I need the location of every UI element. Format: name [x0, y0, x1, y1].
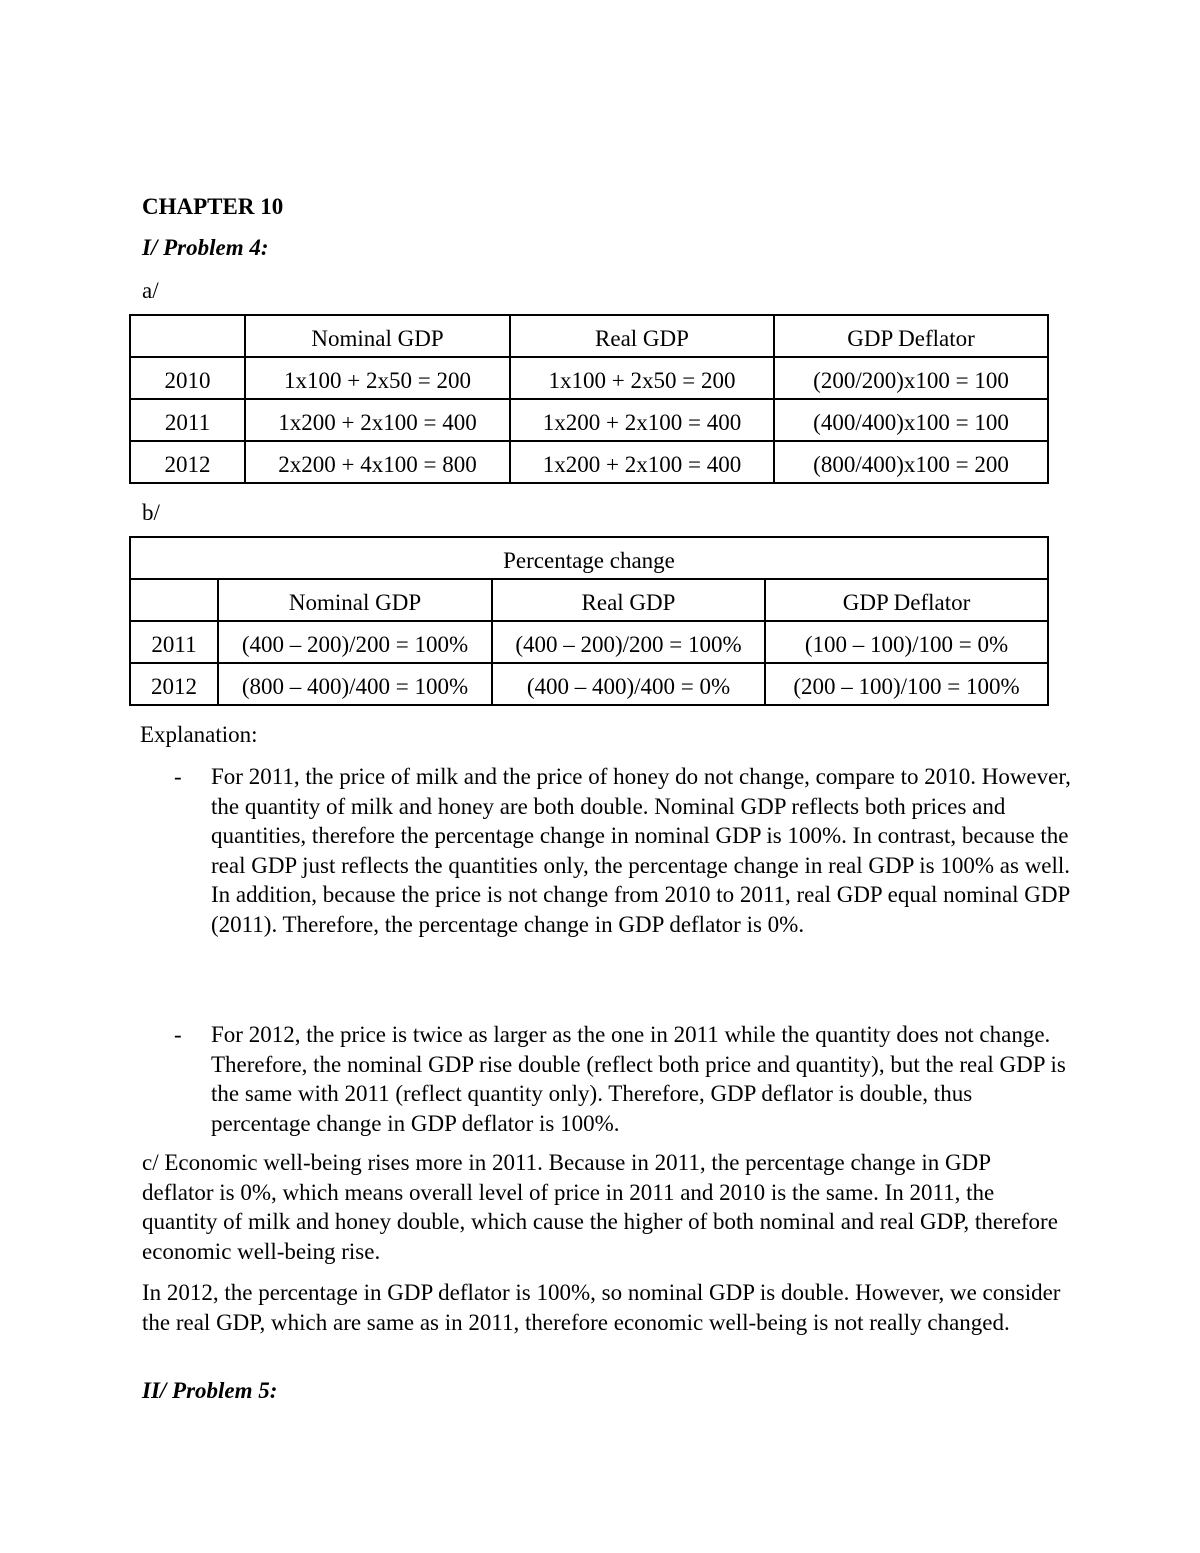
table-cell: (400/400)x100 = 100 — [774, 399, 1048, 441]
part-c-paragraph: c/ Economic well-being rises more in 2011. Because in 2011, the percentage change in GDP deflator is 0%, which means overall level of price in 2011 and 2010 is the same. In 2011, the quantity of milk and honey double, which cause the higher of both nominal and real GDP, therefore economic well-being rise. — [142, 1150, 1058, 1264]
table-header-cell: Real GDP — [492, 579, 765, 621]
table-cell: 2011 — [130, 399, 245, 441]
table-title: Percentage change — [130, 537, 1048, 579]
table-row — [130, 663, 1048, 705]
table-header-cell — [130, 315, 245, 357]
table-cell: 1x200 + 2x100 = 400 — [510, 399, 774, 441]
table-cell: 1x200 + 2x100 = 400 — [510, 441, 774, 483]
table-cell: 2011 — [130, 621, 218, 663]
table-cell: 2012 — [130, 441, 245, 483]
part-c-second-paragraph: In 2012, the percentage in GDP deflator is 100%, so nominal GDP is double. However, we consider the real GDP, which are same as in 2011, therefore economic well-being is not really changed. — [142, 1280, 1061, 1335]
part-b-label: b/ — [142, 500, 160, 525]
gdp-table — [129, 314, 1049, 484]
table-cell: 2x200 + 4x100 = 800 — [245, 441, 510, 483]
table-header-row — [130, 315, 1048, 357]
explanation-label: Explanation: — [140, 722, 258, 747]
table-cell: (400 – 200)/200 = 100% — [492, 621, 765, 663]
table-cell: 1x200 + 2x100 = 400 — [245, 399, 510, 441]
percentage-change-table — [129, 536, 1049, 706]
chapter-title: CHAPTER 10 — [142, 194, 284, 219]
table-row — [130, 621, 1048, 663]
table-cell: 2012 — [130, 663, 218, 705]
table-header-cell — [130, 579, 218, 621]
table-title-row — [130, 537, 1048, 579]
table-cell: 1x100 + 2x50 = 200 — [510, 357, 774, 399]
table-row — [130, 357, 1048, 399]
table-header-cell: Real GDP — [510, 315, 774, 357]
bullet-text: For 2011, the price of milk and the price of honey do not change, compare to 2010. However, the quantity of milk and honey are both double. Nominal GDP reflects both prices and quantities, therefore the percentage change in nominal GDP is 100%. In contrast, because the real GDP just reflects the quantities only, the percentage change in real GDP is 100% as well. In addition, because the price is not change from 2010 to 2011, real GDP equal nominal GDP (2011). Therefore, the percentage change in GDP deflator is 0%. — [211, 764, 1071, 937]
problem-5-heading: II/ Problem 5: — [142, 1378, 278, 1403]
table-header-cell: Nominal GDP — [218, 579, 492, 621]
table-cell: 1x100 + 2x50 = 200 — [245, 357, 510, 399]
explanation-bullet — [174, 762, 1074, 940]
table-header-row — [130, 579, 1048, 621]
problem-4-heading: I/ Problem 4: — [142, 235, 269, 260]
bullet-text: For 2012, the price is twice as larger as the one in 2011 while the quantity does not change. Therefore, the nominal GDP rise double (reflect both price and quantity), but the real GDP is the same with 2011 (reflect quantity only). Therefore, GDP deflator is double, thus percentage change in GDP deflator is 100%. — [211, 1022, 1066, 1136]
table-cell: (400 – 200)/200 = 100% — [218, 621, 492, 663]
table-cell: (100 – 100)/100 = 0% — [765, 621, 1048, 663]
table-cell: (800 – 400)/400 = 100% — [218, 663, 492, 705]
table-header-cell: GDP Deflator — [774, 315, 1048, 357]
table-header-cell: GDP Deflator — [765, 579, 1048, 621]
bullet-dash: - — [174, 1022, 182, 1047]
table-cell: (800/400)x100 = 200 — [774, 441, 1048, 483]
part-a-label: a/ — [142, 278, 159, 303]
table-cell: (400 – 400)/400 = 0% — [492, 663, 765, 705]
table-header-cell: Nominal GDP — [245, 315, 510, 357]
table-cell: 2010 — [130, 357, 245, 399]
bullet-dash: - — [174, 764, 182, 789]
table-cell: (200/200)x100 = 100 — [774, 357, 1048, 399]
table-row — [130, 441, 1048, 483]
table-row — [130, 399, 1048, 441]
table-cell: (200 – 100)/100 = 100% — [765, 663, 1048, 705]
explanation-bullet — [174, 1020, 1074, 1138]
